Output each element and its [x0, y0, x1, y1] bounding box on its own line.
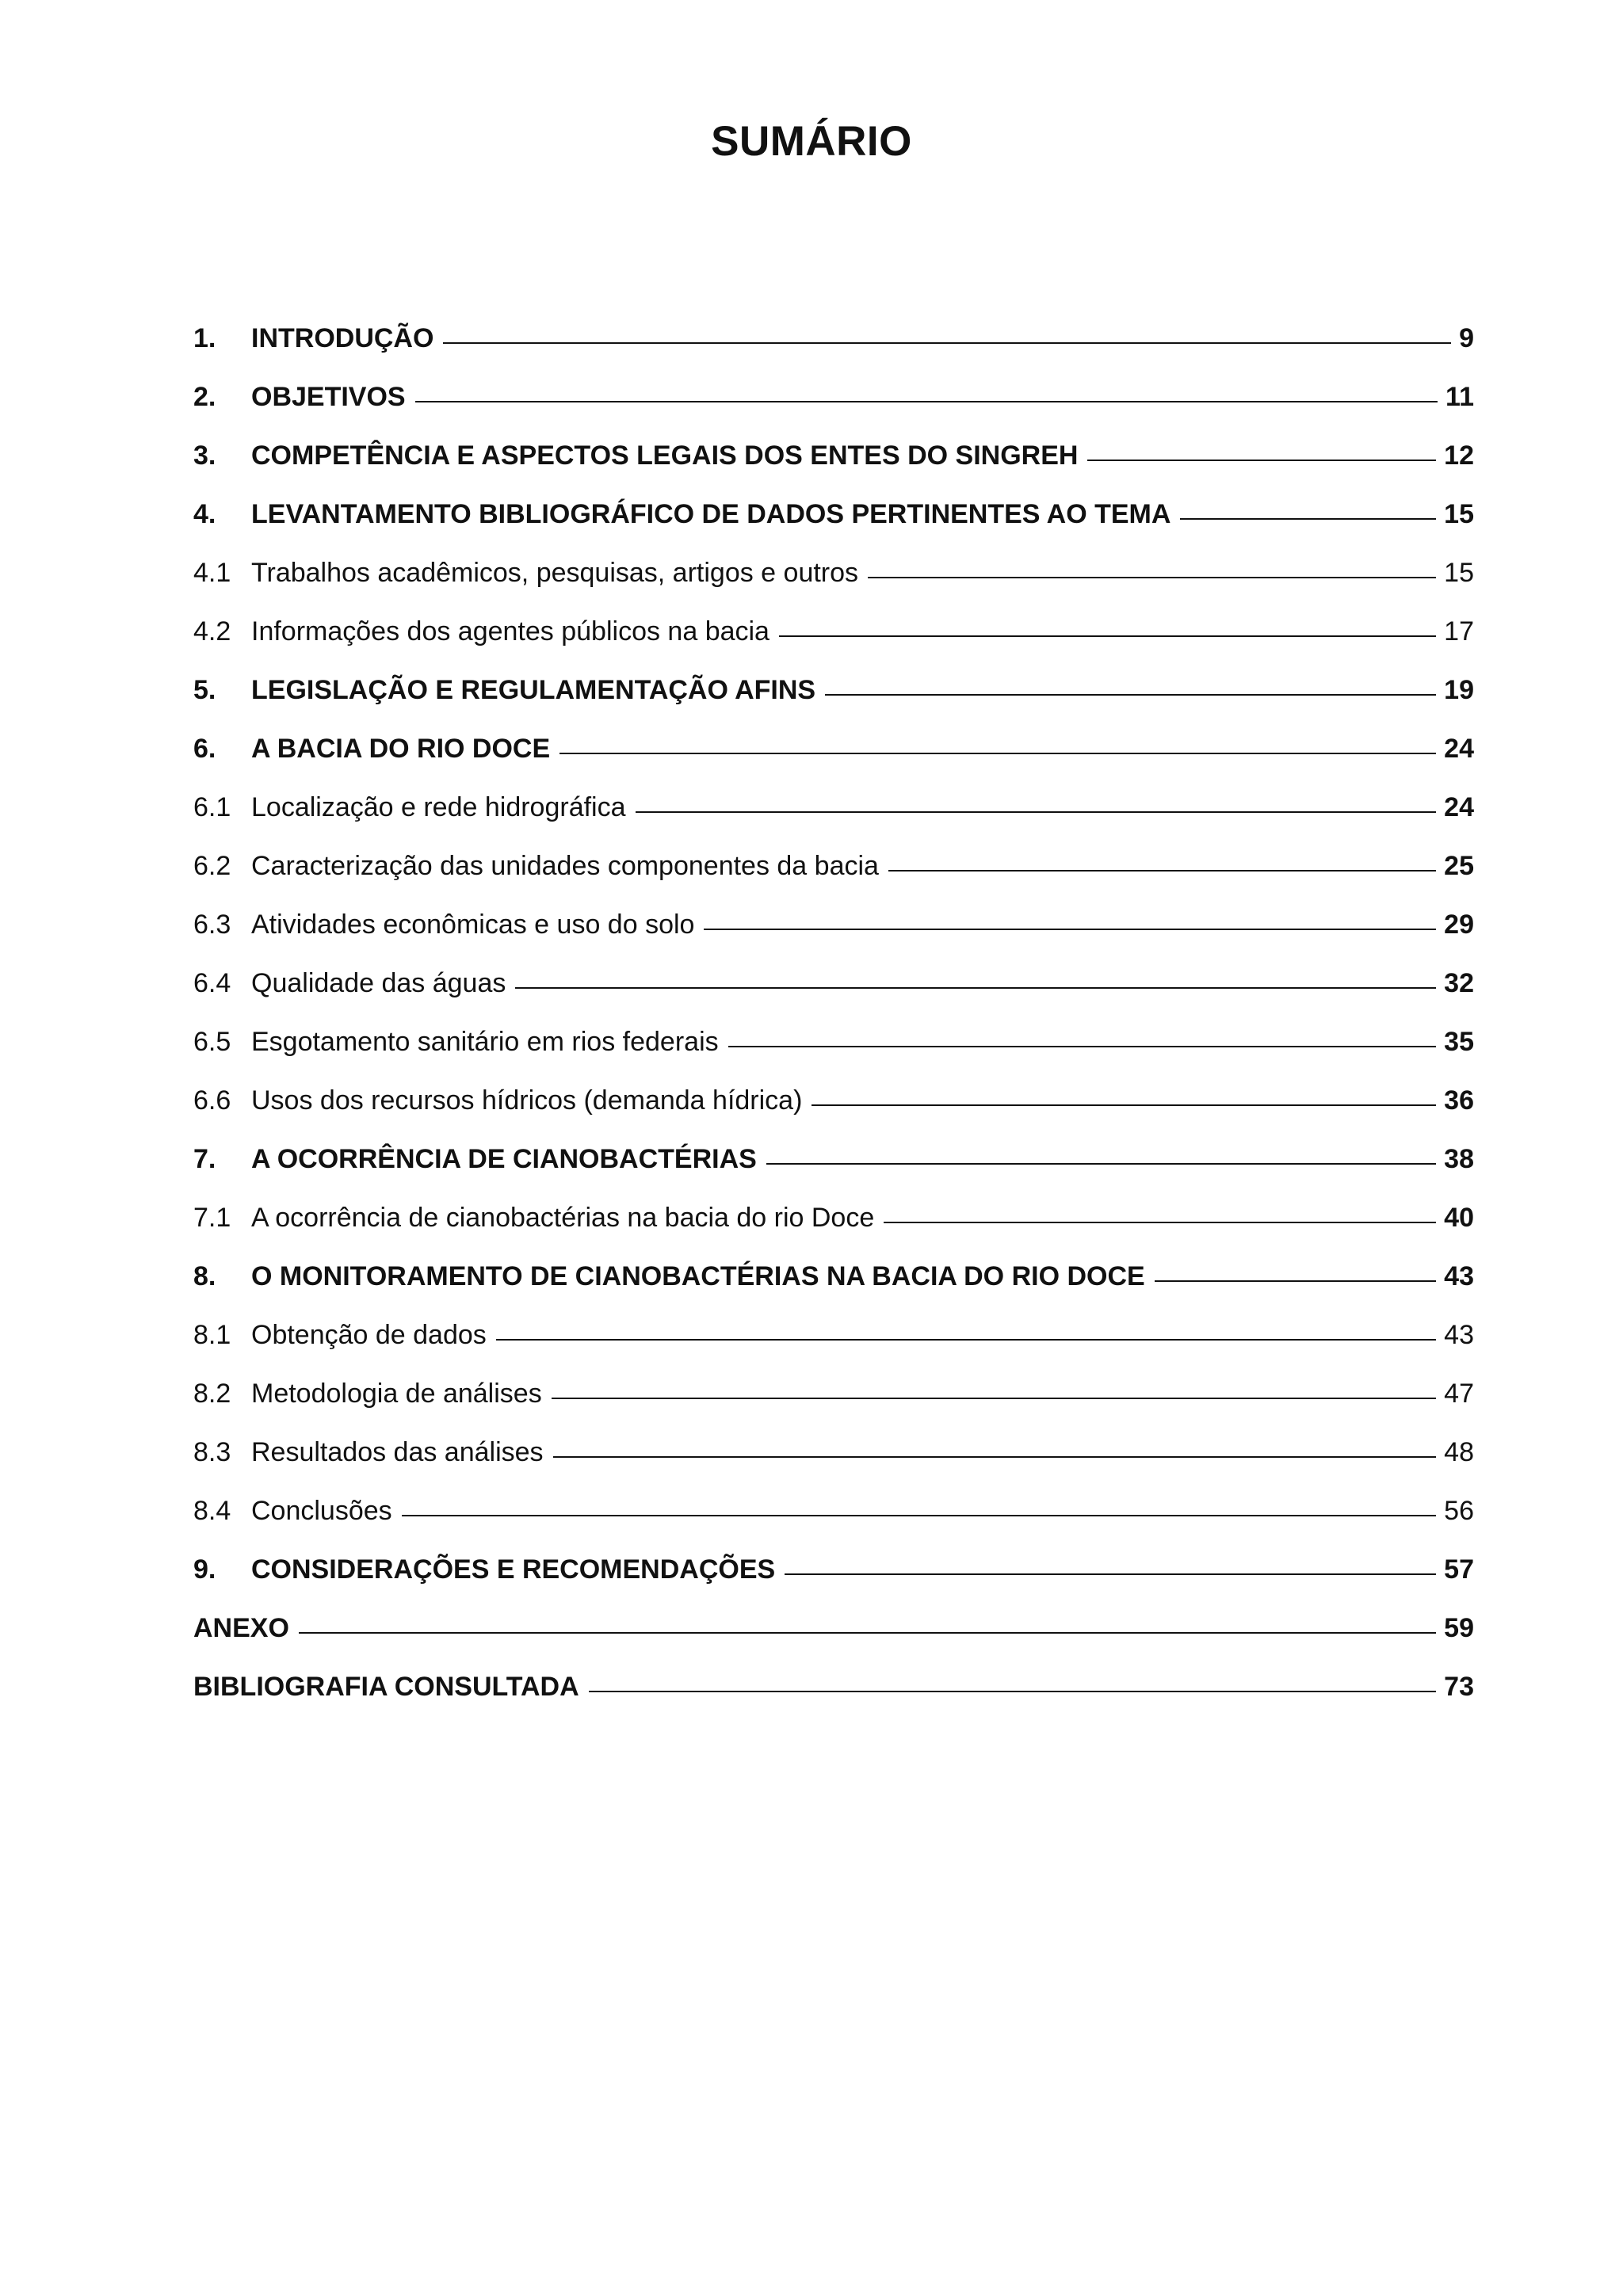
- page-title: SUMÁRIO: [711, 118, 912, 165]
- toc-entry-page: 9: [1459, 323, 1474, 353]
- toc-entry-number: 6.3: [193, 910, 231, 940]
- toc-entry-page: 19: [1444, 675, 1474, 705]
- toc-leader-line: [636, 811, 1437, 813]
- toc-entry[interactable]: [193, 485, 1474, 543]
- toc-entry-page: 25: [1444, 851, 1474, 881]
- toc-entry-number: 6.: [193, 734, 216, 764]
- toc-entry[interactable]: [193, 426, 1474, 485]
- toc-entry-number: 8.4: [193, 1496, 231, 1526]
- toc-entry-title: COMPETÊNCIA E ASPECTOS LEGAIS DOS ENTES DO SINGREH: [251, 441, 1079, 471]
- toc-entry-number: 9.: [193, 1554, 216, 1585]
- toc-leader-line: [559, 753, 1436, 754]
- toc-entry-page: 35: [1444, 1027, 1474, 1057]
- toc-entry-title: Obtenção de dados: [251, 1320, 487, 1350]
- toc-entry-page: 57: [1444, 1554, 1474, 1585]
- toc-entry-page: 11: [1445, 382, 1474, 412]
- toc-entry-number: 6.4: [193, 968, 231, 998]
- toc-entry-page: 40: [1444, 1203, 1474, 1233]
- toc-leader-line: [552, 1398, 1436, 1399]
- toc-entry-title: O MONITORAMENTO DE CIANOBACTÉRIAS NA BACIA DO RIO DOCE: [251, 1261, 1145, 1291]
- toc-leader-line: [704, 929, 1436, 930]
- toc-entry-number: 7.1: [193, 1203, 231, 1233]
- toc-entry-number: 3.: [193, 441, 216, 471]
- toc-entry[interactable]: [193, 1540, 1474, 1599]
- toc-leader-line: [415, 401, 1438, 402]
- toc-entry-page: 15: [1444, 558, 1474, 588]
- toc-entry-page: 17: [1444, 616, 1474, 646]
- toc-leader-line: [779, 635, 1436, 637]
- toc-entry-page: 48: [1444, 1437, 1474, 1467]
- toc-entry[interactable]: [193, 1188, 1474, 1247]
- toc-entry-title: A BACIA DO RIO DOCE: [251, 734, 551, 764]
- toc-entry[interactable]: [193, 837, 1474, 895]
- toc-entry-page: 24: [1444, 734, 1474, 764]
- toc-entry-number: 6.1: [193, 792, 231, 822]
- toc-entry-number: 8.1: [193, 1320, 231, 1350]
- toc-leader-line: [515, 987, 1436, 989]
- toc-leader-line: [884, 1222, 1436, 1223]
- toc-entry-page: 24: [1444, 792, 1474, 822]
- toc-entry-title: Qualidade das águas: [251, 968, 506, 998]
- toc-leader-line: [299, 1632, 1436, 1634]
- toc-leader-line: [888, 870, 1436, 871]
- toc-entry[interactable]: [193, 1657, 1474, 1716]
- toc-entry-title: Metodologia de análises: [251, 1379, 542, 1409]
- toc-entry[interactable]: [193, 661, 1474, 719]
- toc-entry-page: 29: [1444, 910, 1474, 940]
- toc-entry-number: 7.: [193, 1144, 216, 1174]
- toc-entry-number: 1.: [193, 323, 216, 353]
- toc-entry-number: 8.3: [193, 1437, 231, 1467]
- toc-entry[interactable]: [193, 719, 1474, 778]
- toc-entry[interactable]: [193, 1247, 1474, 1306]
- toc-entry-page: 73: [1444, 1672, 1474, 1702]
- toc-entry[interactable]: [193, 602, 1474, 661]
- toc-entry[interactable]: [193, 895, 1474, 954]
- toc-entry[interactable]: [193, 368, 1474, 426]
- toc-leader-line: [1180, 518, 1436, 520]
- toc-entry-title: Atividades econômicas e uso do solo: [251, 910, 695, 940]
- toc-entry-number: 6.2: [193, 851, 231, 881]
- toc-leader-line: [496, 1339, 1436, 1341]
- toc-entry-title: CONSIDERAÇÕES E RECOMENDAÇÕES: [251, 1554, 776, 1585]
- toc-leader-line: [868, 577, 1436, 578]
- toc-entry[interactable]: [193, 309, 1474, 368]
- toc-entry[interactable]: [193, 1130, 1474, 1188]
- toc-leader-line: [553, 1456, 1437, 1458]
- toc-entry[interactable]: [193, 1599, 1474, 1657]
- toc-entry-number: 6.6: [193, 1085, 231, 1116]
- toc-entry-title: Usos dos recursos hídricos (demanda hídrica): [251, 1085, 803, 1116]
- toc-entry[interactable]: [193, 1306, 1474, 1364]
- toc-entry-page: 59: [1444, 1613, 1474, 1643]
- toc-entry-title: ANEXO: [193, 1613, 289, 1643]
- toc-entry-title: BIBLIOGRAFIA CONSULTADA: [193, 1672, 579, 1702]
- toc-entry-title: Conclusões: [251, 1496, 392, 1526]
- toc-entry[interactable]: [193, 1364, 1474, 1423]
- toc-entry-page: 43: [1444, 1261, 1474, 1291]
- toc-entry-page: 43: [1444, 1320, 1474, 1350]
- toc-entry-title: LEGISLAÇÃO E REGULAMENTAÇÃO AFINS: [251, 675, 816, 705]
- toc-entry[interactable]: [193, 1013, 1474, 1071]
- toc-entry-title: Localização e rede hidrográfica: [251, 792, 626, 822]
- toc-entry-page: 32: [1444, 968, 1474, 998]
- toc-entry-page: 36: [1444, 1085, 1474, 1116]
- toc-entry[interactable]: [193, 543, 1474, 602]
- toc-entry[interactable]: [193, 778, 1474, 837]
- toc-entry[interactable]: [193, 1482, 1474, 1540]
- toc-entry-page: 38: [1444, 1144, 1474, 1174]
- toc-leader-line: [443, 342, 1451, 344]
- toc-entry-number: 4.: [193, 499, 216, 529]
- table-of-contents: [193, 309, 1474, 1716]
- toc-entry-title: INTRODUÇÃO: [251, 323, 434, 353]
- toc-leader-line: [1087, 460, 1436, 461]
- toc-entry-number: 6.5: [193, 1027, 231, 1057]
- toc-leader-line: [1155, 1280, 1436, 1282]
- toc-leader-line: [766, 1163, 1436, 1165]
- toc-leader-line: [728, 1046, 1437, 1047]
- toc-entry-number: 8.: [193, 1261, 216, 1291]
- toc-entry[interactable]: [193, 1071, 1474, 1130]
- toc-entry-page: 12: [1444, 441, 1474, 471]
- toc-entry-title: A OCORRÊNCIA DE CIANOBACTÉRIAS: [251, 1144, 757, 1174]
- toc-entry-number: 8.2: [193, 1379, 231, 1409]
- toc-entry-page: 15: [1444, 499, 1474, 529]
- toc-entry[interactable]: [193, 954, 1474, 1013]
- toc-entry-number: 5.: [193, 675, 216, 705]
- toc-leader-line: [785, 1573, 1436, 1575]
- toc-leader-line: [812, 1104, 1436, 1106]
- toc-entry-number: 4.1: [193, 558, 231, 588]
- toc-entry[interactable]: [193, 1423, 1474, 1482]
- toc-entry-title: Caracterização das unidades componentes da bacia: [251, 851, 879, 881]
- toc-entry-page: 47: [1444, 1379, 1474, 1409]
- toc-leader-line: [825, 694, 1436, 696]
- toc-entry-number: 2.: [193, 382, 216, 412]
- toc-entry-title: A ocorrência de cianobactérias na bacia do rio Doce: [251, 1203, 875, 1233]
- toc-leader-line: [589, 1691, 1437, 1692]
- toc-entry-title: Informações dos agentes públicos na bacia: [251, 616, 769, 646]
- toc-entry-title: Trabalhos acadêmicos, pesquisas, artigos e outros: [251, 558, 859, 588]
- toc-entry-title: Esgotamento sanitário em rios federais: [251, 1027, 719, 1057]
- toc-entry-title: Resultados das análises: [251, 1437, 544, 1467]
- toc-entry-number: 4.2: [193, 616, 231, 646]
- toc-entry-title: LEVANTAMENTO BIBLIOGRÁFICO DE DADOS PERTINENTES AO TEMA: [251, 499, 1171, 529]
- toc-entry-title: OBJETIVOS: [251, 382, 406, 412]
- toc-leader-line: [402, 1515, 1437, 1516]
- toc-entry-page: 56: [1444, 1496, 1474, 1526]
